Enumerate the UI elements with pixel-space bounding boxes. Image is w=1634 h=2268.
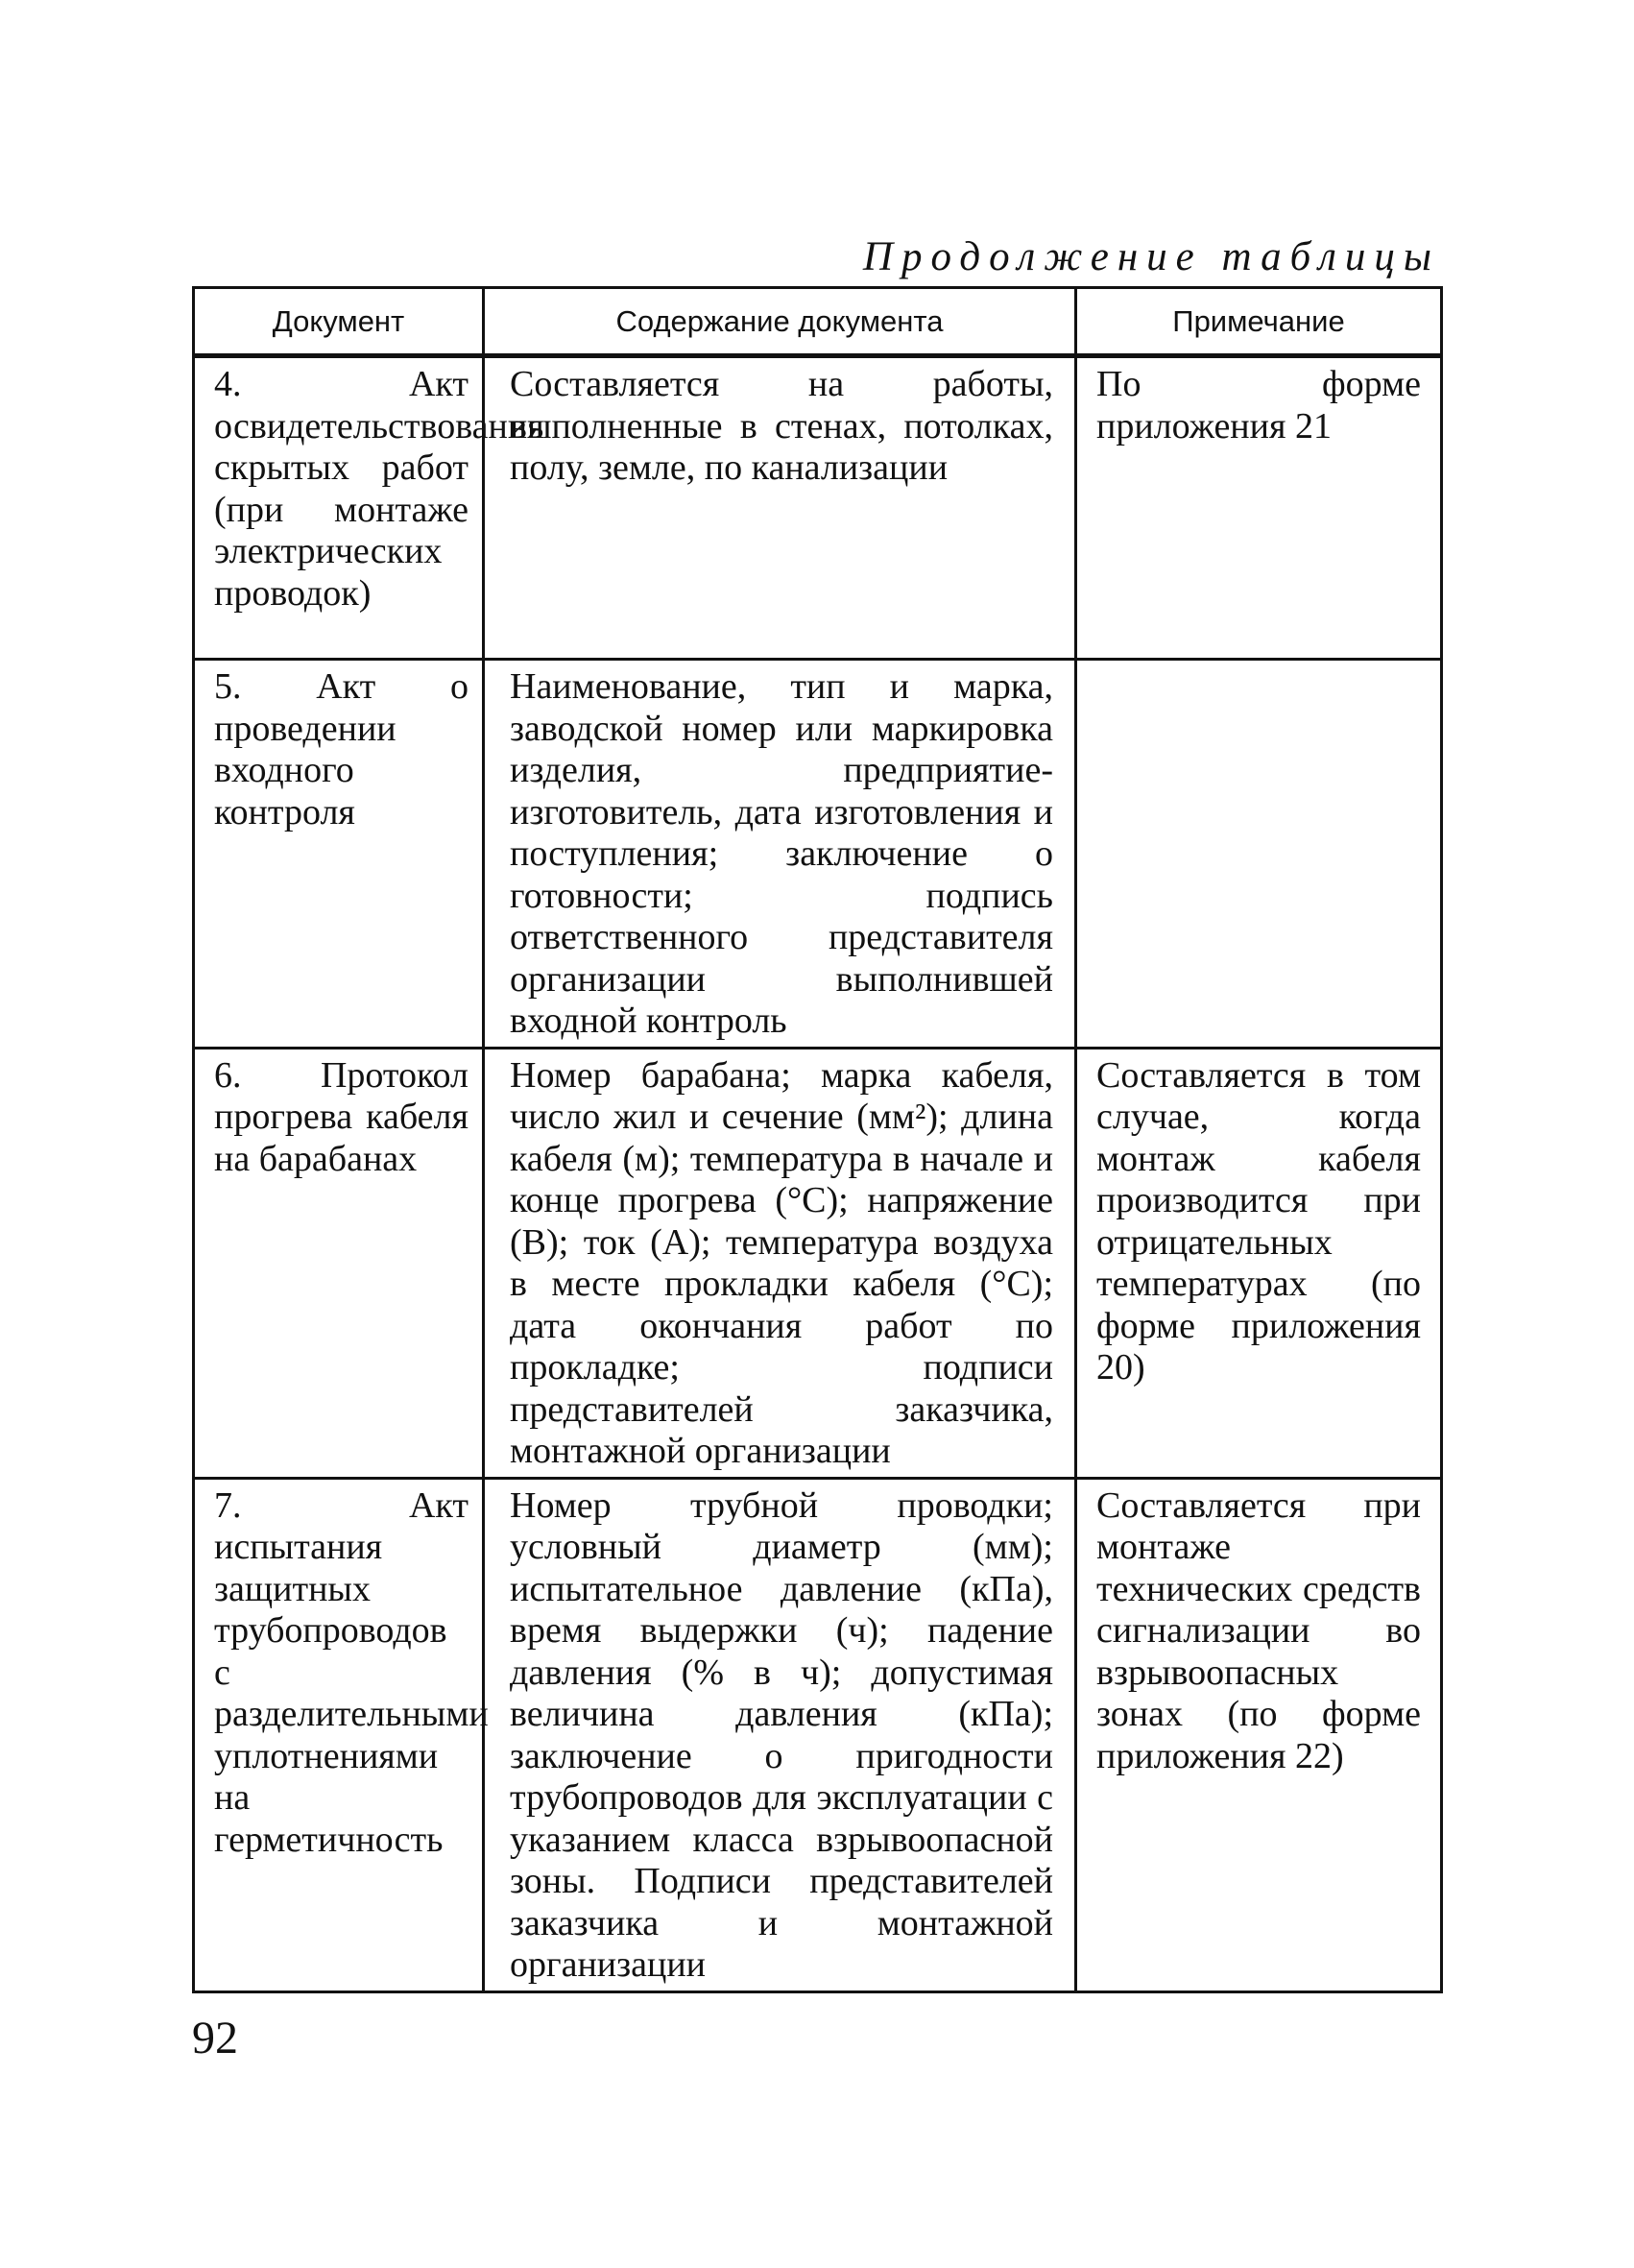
header-document: Документ: [194, 288, 484, 356]
table-continuation-label: Продолжение таблицы: [862, 234, 1440, 279]
cell-document: 5. Акт о проведении входного контроля: [194, 660, 484, 1049]
table-row: [194, 1478, 1442, 1991]
cell-note: По форме приложения 21: [1076, 356, 1442, 660]
table-header: [194, 288, 1442, 356]
cell-content: Номер трубной проводки; условный диаметр (мм); испытательное давление (кПа), время выдержки (ч); падение давления (% в ч); допустимая величина давления (кПа); заключение о пригодности трубопроводов для эксплуатации с указанием класса взрывоопасной зоны. Подписи представителей заказчика и монтажной организации: [484, 1478, 1076, 1991]
header-note: Примечание: [1076, 288, 1442, 356]
cell-document: 7. Акт испытания защитных трубопроводов с разделительными уплотнениями на герметичность: [194, 1478, 484, 1991]
documents-table: [192, 286, 1443, 1993]
cell-document: 6. Протокол прогрева кабеля на барабанах: [194, 1048, 484, 1478]
cell-content: Номер барабана; марка кабеля, число жил и сечение (мм²); длина кабеля (м); температура в начале и конце прогрева (°С); напряжение (В); ток (А); температура воздуха в месте прокладки кабеля (°С); дата окончания работ по прокладке; подписи представителей заказчика, монтажной организации: [484, 1048, 1076, 1478]
table-row: [194, 356, 1442, 660]
header-content: Содержание документа: [484, 288, 1076, 356]
cell-note: Составляется в том случае, когда монтаж кабеля производится при отрицательных температурах (по форме приложения 20): [1076, 1048, 1442, 1478]
cell-content: Составляется на работы, выполненные в стенах, потолках, полу, земле, по канализации: [484, 356, 1076, 660]
table-row: [194, 1048, 1442, 1478]
table-row: [194, 660, 1442, 1049]
cell-note: [1076, 660, 1442, 1049]
page-number: 92: [192, 2013, 238, 2063]
cell-document: 4. Акт освидетельствования скрытых работ (при монтаже электрических проводок): [194, 356, 484, 660]
cell-note: Составляется при монтаже технических средств сигнализации во взрывоопасных зонах (по форме приложения 22): [1076, 1478, 1442, 1991]
cell-content: Наименование, тип и марка, заводской номер или маркировка изделия, предприятие-изготовитель, дата изготовления и поступления; заключение о готовности; подпись ответственного представителя организации выполнившей входной контроль: [484, 660, 1076, 1049]
header-row: [194, 288, 1442, 356]
table-body: [194, 356, 1442, 1992]
